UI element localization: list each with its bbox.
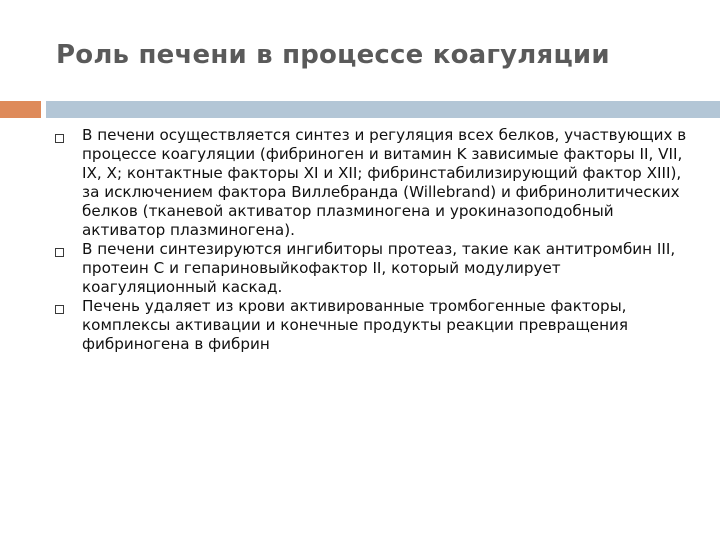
bullet-item <box>54 126 694 240</box>
bullet-item <box>54 297 694 354</box>
divider-bar <box>46 101 720 118</box>
square-bullet-icon <box>55 305 64 314</box>
bullet-text: Печень удаляет из крови активированные тромбогенные факторы, комплексы активации и конечные продукты реакции превращения фибриногена в фибрин <box>82 297 629 353</box>
bullet-text: В печени осуществляется синтез и регуляция всех белков, участвующих в процессе коагуляции (фибриноген и витамин K зависимые факторы II, VII, IX, X; контактные факторы XI и XII; фибринстабилизирующий фактор XIII), за исключением фактора Виллебранда (Willebrand) и фибринолитических белков (тканевой активатор плазминогена и урокиназоподобный активатор плазминогена). <box>82 126 687 239</box>
bullet-list <box>54 126 694 354</box>
square-bullet-icon <box>55 248 64 257</box>
slide-title: Роль печени в процессе коагуляции <box>56 40 610 70</box>
accent-bar <box>0 101 41 118</box>
bullet-text: В печени синтезируются ингибиторы протеаз, такие как антитромбин III, протеин C и гепариновыйкофактор II, который модулирует коагуляционный каскад. <box>82 240 676 296</box>
square-bullet-icon <box>55 134 64 143</box>
bullet-item <box>54 240 694 297</box>
